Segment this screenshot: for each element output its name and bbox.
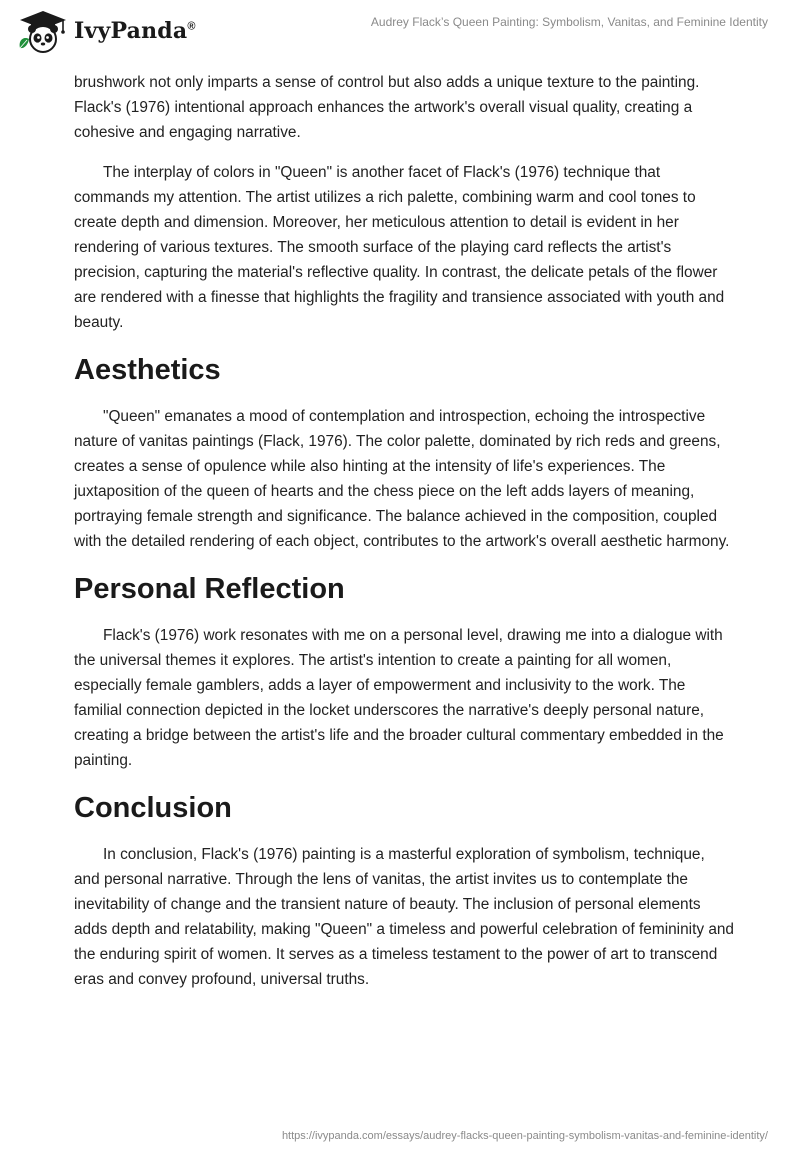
- source-url[interactable]: https://ivypanda.com/essays/audrey-flacks-queen-painting-symbolism-vanitas-and-feminine-identity/: [281, 1130, 768, 1142]
- ivypanda-logo[interactable]: [14, 8, 196, 54]
- paragraph-reflection: Flack's (1976) work resonates with me on a personal level, drawing me into a dialogue with the universal themes it explores. The artist's intention to create a painting for all women, especially female gamblers, adds a layer of empowerment and inclusivity to the work. The familial connection depicted in the locket underscores the narrative's deeply personal nature, creating a bridge between the artist's life and the broader cultural commentary embedded in the painting.: [74, 627, 724, 769]
- registered-mark: ®: [187, 20, 196, 33]
- essay-content: [74, 70, 734, 1007]
- heading-aesthetics: Aesthetics: [74, 354, 221, 386]
- document-title: Audrey Flack’s Queen Painting: Symbolism, Vanitas, and Feminine Identity: [370, 15, 768, 29]
- panda-graduation-cap-icon: [14, 8, 72, 54]
- paragraph-colors: The interplay of colors in "Queen" is another facet of Flack's (1976) technique that commands my attention. The artist utilizes a rich palette, combining warm and cool tones to create depth and dimension. Moreover, her meticulous attention to detail is evident in her rendering of various textures. The smooth surface of the playing card reflects the artist's precision, capturing the material's reflective quality. In contrast, the delicate petals of the flower are rendered with a finesse that highlights the fragility and transience associated with youth and beauty.: [74, 164, 725, 331]
- heading-personal-reflection: Personal Reflection: [74, 573, 345, 605]
- page-header: [0, 0, 800, 62]
- brand-name: IvyPanda®: [74, 18, 196, 44]
- paragraph-aesthetics: "Queen" emanates a mood of contemplation and introspection, echoing the introspective nature of vanitas paintings (Flack, 1976). The color palette, dominated by rich reds and greens, creates a sense of opulence while also hinting at the intensity of life's experiences. The juxtaposition of the queen of hearts and the chess piece on the left adds layers of meaning, portraying female strength and significance. The balance achieved in the composition, coupled with the detailed rendering of each object, contributes to the artwork's overall aesthetic harmony.: [74, 408, 730, 550]
- paragraph-conclusion: In conclusion, Flack's (1976) painting is a masterful exploration of symbolism, technique, and personal narrative. Through the lens of vanitas, the artist invites us to contemplate the inevitability of change and the transient nature of beauty. The inclusion of personal elements adds depth and relatability, making "Queen" a timeless and powerful celebration of femininity and the enduring spirit of women. It serves as a timeless testament to the power of art to transcend eras and convey profound, universal truths.: [74, 846, 734, 988]
- heading-conclusion: Conclusion: [74, 792, 232, 824]
- paragraph-brushwork: brushwork not only imparts a sense of control but also adds a unique texture to the painting. Flack's (1976) intentional approach enhances the artwork's overall visual quality, creating a cohesive and engaging narrative.: [74, 74, 700, 141]
